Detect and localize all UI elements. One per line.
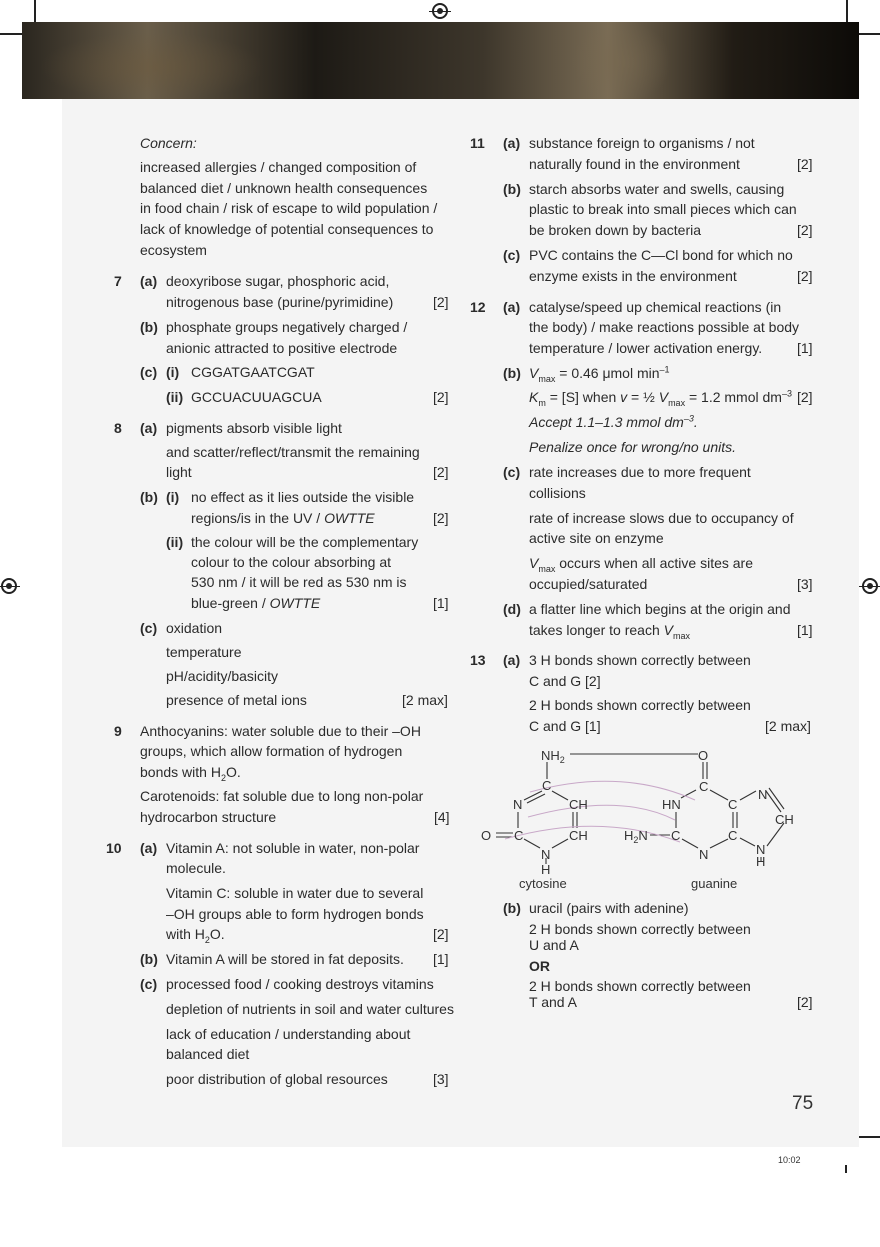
answer-text: Vitamin A will be stored in fat deposits. — [166, 951, 404, 967]
atom-label: C — [728, 797, 738, 812]
atom-label: CH — [569, 828, 588, 843]
part-label: (a) — [140, 273, 158, 289]
cytosine-label: cytosine — [519, 876, 567, 891]
part-label: (a) — [140, 420, 158, 436]
answer-text: PVC contains the C—Cl bond for which no — [529, 247, 793, 263]
mark: [1] — [433, 951, 449, 967]
subpart-label: (i) — [166, 364, 180, 380]
question-number: 12 — [470, 299, 486, 315]
registration-mark-icon — [862, 578, 878, 594]
mark: [2] — [433, 294, 449, 310]
answer-text: nitrogenous base (purine/pyrimidine) — [166, 294, 394, 310]
crop-mark — [858, 1136, 880, 1138]
guanine-label: guanine — [691, 876, 738, 891]
part-label: (d) — [503, 601, 521, 617]
answer-text: Vitamin A: not soluble in water, non-polar — [166, 840, 420, 856]
part-label: (b) — [140, 951, 158, 967]
answer-text: the colour will be the complementary — [191, 534, 419, 550]
q6-line: balanced diet / unknown health consequences — [140, 180, 428, 196]
answer-text: Vitamin C: soluble in water due to several — [166, 885, 424, 901]
crop-mark — [845, 1165, 847, 1173]
answer-text: rate increases due to more frequent — [529, 464, 751, 480]
mark: [2] — [797, 222, 813, 238]
answer-text: GCCUACUUAGCUA — [191, 389, 322, 405]
crop-mark — [846, 0, 848, 22]
atom-label: N — [513, 797, 523, 812]
answer-text: occupied/saturated — [529, 576, 648, 592]
subpart-label: (i) — [166, 489, 180, 505]
answer-text: collisions — [529, 485, 586, 501]
answer-text: enzyme exists in the environment — [529, 268, 737, 284]
answer-text: deoxyribose sugar, phosphoric acid, — [166, 273, 390, 289]
atom-label: O — [481, 828, 492, 843]
mark: [2] — [433, 926, 449, 942]
atom-label: H — [756, 854, 766, 869]
crop-mark — [34, 0, 36, 22]
crop-mark — [0, 33, 22, 35]
mark: [2] — [433, 389, 449, 405]
atom-label: C — [514, 828, 524, 843]
answer-text: catalyse/speed up chemical reactions (in — [529, 299, 782, 315]
answer-text: plastic to break into small pieces which can — [529, 201, 797, 217]
q6-line: increased allergies / changed composition of — [140, 159, 417, 175]
answer-text: hydrocarbon structure — [140, 809, 277, 825]
mark: [4] — [434, 809, 450, 825]
answer-text: C and G [2] — [529, 673, 601, 689]
mark: [2] — [433, 510, 449, 526]
or-text: OR — [529, 958, 550, 974]
answer-text: –OH groups able to form hydrogen bonds — [166, 906, 424, 922]
atom-label: CH — [775, 812, 794, 827]
subpart-label: (ii) — [166, 534, 184, 550]
answer-text: presence of metal ions — [166, 692, 307, 708]
answer-text: no effect as it lies outside the visible — [191, 489, 415, 505]
part-label: (b) — [140, 489, 158, 505]
answer-text: depletion of nutrients in soil and water cultures — [166, 1001, 454, 1017]
answer-text: substance foreign to organisms / not — [529, 135, 755, 151]
part-label: (b) — [503, 181, 521, 197]
answer-text: U and A — [529, 937, 579, 953]
question-number: 10 — [106, 840, 122, 856]
page-number: 75 — [792, 1093, 814, 1114]
answer-text: Penalize once for wrong/no units. — [529, 439, 737, 455]
q6-line: lack of knowledge of potential consequences to — [140, 221, 434, 237]
atom-label: $H_2N$ — [624, 828, 648, 845]
answer-text: light — [166, 464, 192, 480]
registration-mark-icon — [1, 578, 17, 594]
question-number: 13 — [470, 652, 486, 668]
part-label: (c) — [503, 464, 521, 480]
answer-text: oxidation — [166, 620, 223, 636]
mark: [1] — [797, 340, 813, 356]
part-label: (c) — [503, 247, 521, 263]
answer-text: regions/is in the UV / OWTTE — [191, 510, 375, 526]
question-number: 7 — [114, 273, 122, 289]
answer-text: processed food / cooking destroys vitamins — [166, 976, 434, 992]
header-banner — [22, 22, 859, 99]
mark: [2] — [433, 464, 449, 480]
part-label: (a) — [503, 652, 521, 668]
question-number: 11 — [470, 135, 485, 151]
answer-text: anionic attracted to positive electrode — [166, 340, 398, 356]
answer-text: a flatter line which begins at the origin and — [529, 601, 791, 617]
answer-text: balanced diet — [166, 1046, 250, 1062]
answer-text: C and G [1] — [529, 718, 601, 734]
atom-label: N — [756, 842, 766, 857]
atom-label: C — [671, 828, 681, 843]
mark: [3] — [433, 1071, 449, 1087]
atom-label: C — [542, 778, 552, 793]
atom-label: CH — [569, 797, 588, 812]
answer-text: rate of increase slows due to occupancy of — [529, 510, 794, 526]
atom-label: HN — [662, 797, 681, 812]
answer-text: with $H_2O$. — [166, 926, 225, 945]
part-label: (a) — [503, 299, 521, 315]
atom-label: $NH_2$ — [541, 748, 565, 765]
answer-text: bonds with $H_2O$. — [140, 764, 241, 783]
atom-label: H — [541, 862, 551, 877]
answer-text: active site on enzyme — [529, 530, 664, 546]
answer-text: takes longer to reach $V_{max}$ — [529, 622, 690, 641]
mark: [2] — [797, 156, 813, 172]
part-label: (b) — [140, 319, 158, 335]
registration-mark-icon — [432, 3, 448, 19]
crop-mark — [858, 33, 880, 35]
answer-text: be broken down by bacteria — [529, 222, 701, 238]
atom-label: O — [698, 748, 709, 763]
answer-text: $V_{max} = 0.46$ μmol $\min^{-1}$ — [529, 364, 670, 384]
answer-text: molecule. — [166, 860, 226, 876]
subpart-label: (ii) — [166, 389, 184, 405]
answer-text: $K_m = [S]$ when v = ½ $V_{max} = 1.2$ mmol $dm^{-3}$ — [529, 388, 792, 408]
part-label: (c) — [140, 976, 158, 992]
atom-label: N — [699, 847, 709, 862]
answer-text: poor distribution of global resources — [166, 1071, 388, 1087]
q6-line: ecosystem — [140, 242, 207, 258]
answer-text: CGGATGAATCGAT — [191, 364, 315, 380]
answer-text: the body) / make reactions possible at body — [529, 319, 800, 335]
atom-label: N — [758, 787, 768, 802]
mark: [2] — [797, 268, 813, 284]
part-label: (c) — [140, 364, 158, 380]
answer-text: 2 H bonds shown correctly between — [529, 978, 751, 994]
answer-text: Accept 1.1–1.3 mmol $dm^{-3}$. — [529, 413, 698, 430]
answer-text: pigments absorb visible light — [166, 420, 342, 436]
answer-text: 530 nm / it will be red as 530 nm is — [191, 574, 407, 590]
question-number: 8 — [114, 420, 122, 436]
answer-text: lack of education / understanding about — [166, 1026, 411, 1042]
atom-label: C — [699, 779, 709, 794]
q6-line: in food chain / risk of escape to wild population / — [140, 200, 438, 216]
answer-text: 3 H bonds shown correctly between — [529, 652, 751, 668]
answer-text: 2 H bonds shown correctly between — [529, 921, 751, 937]
part-label: (b) — [503, 900, 521, 916]
answer-text: blue-green / OWTTE — [191, 595, 321, 611]
question-number: 9 — [114, 723, 122, 739]
mark: [1] — [797, 622, 813, 638]
answer-text: starch absorbs water and swells, causing — [529, 181, 785, 197]
answer-text: phosphate groups negatively charged / — [166, 319, 408, 335]
mark: [2] — [797, 994, 813, 1010]
answer-text: $V_{max}$ occurs when all active sites are — [529, 555, 753, 574]
base-pair-diagram — [470, 742, 830, 894]
answer-text: groups, which allow formation of hydrogen — [140, 743, 403, 759]
q6-heading: Concern: — [140, 135, 197, 151]
mark: [2 max] — [765, 718, 811, 734]
mark: [2] — [797, 389, 813, 405]
answer-text: pH/acidity/basicity — [166, 668, 279, 684]
answer-text: naturally found in the environment — [529, 156, 740, 172]
answer-text: temperature — [166, 644, 242, 660]
part-label: (c) — [140, 620, 158, 636]
mark: [1] — [433, 595, 449, 611]
answer-text: colour to the colour absorbing at — [191, 554, 392, 570]
atom-label: C — [728, 828, 738, 843]
answer-text: T and A — [529, 994, 578, 1010]
footer-time: 10:02 — [778, 1155, 801, 1165]
atom-label: N — [541, 847, 551, 862]
answer-text: Carotenoids: fat soluble due to long non-polar — [140, 788, 424, 804]
mark: [3] — [797, 576, 813, 592]
part-label: (a) — [503, 135, 521, 151]
part-label: (a) — [140, 840, 158, 856]
answer-text: and scatter/reflect/transmit the remaining — [166, 444, 420, 460]
answer-text: 2 H bonds shown correctly between — [529, 697, 751, 713]
answer-text: temperature / lower activation energy. — [529, 340, 763, 356]
mark: [2 max] — [402, 692, 448, 708]
answer-text: uracil (pairs with adenine) — [529, 900, 689, 916]
part-label: (b) — [503, 365, 521, 381]
answer-text: Anthocyanins: water soluble due to their –OH — [140, 723, 421, 739]
